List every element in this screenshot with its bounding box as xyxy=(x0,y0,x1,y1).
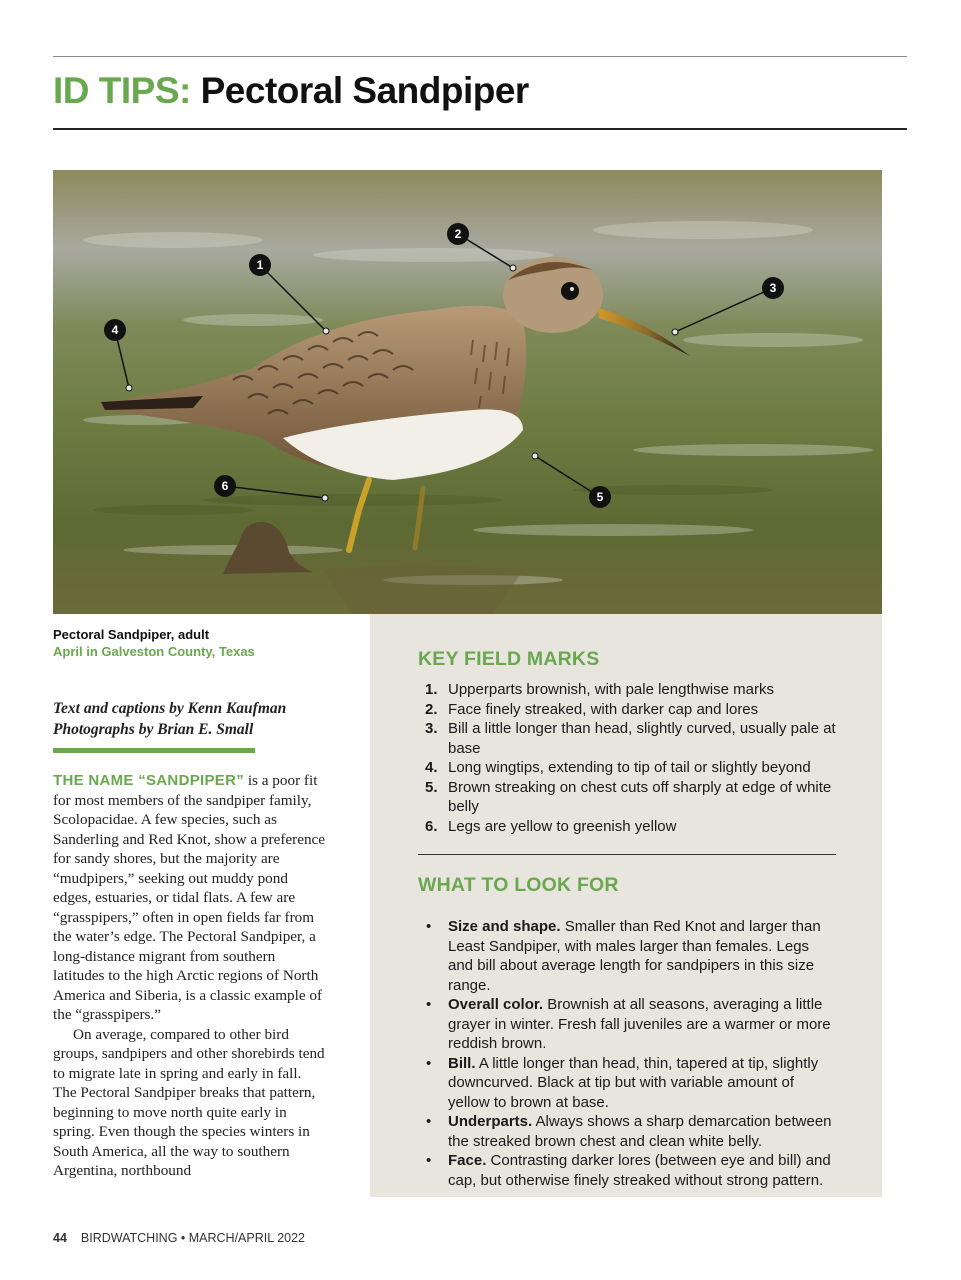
callout-3 xyxy=(762,277,784,299)
article-paragraph-2: On average, compared to other bird groups, sandpipers and other shorebirds tend to migrate late in spring and early in fall. The Pectoral Sandpiper breaks that pattern, beginning to move north quite early in spring. Even though the species winters in South America, all the way to southern Argentina, northbound xyxy=(53,1025,325,1179)
look-for-item: • Face. Contrasting darker lores (between eye and bill) and cap, but otherwise finely streaked without strong pattern. xyxy=(426,1152,831,1189)
bird-photo xyxy=(53,170,882,614)
svg-text:5: 5 xyxy=(596,490,604,504)
look-for-heading: WHAT TO LOOK FOR xyxy=(418,874,619,896)
look-for-list xyxy=(418,917,836,1190)
svg-text:1: 1 xyxy=(256,258,264,272)
caption-subject: Pectoral Sandpiper, adult xyxy=(53,627,210,642)
caption-location: April in Galveston County, Texas xyxy=(53,644,255,659)
field-marks-list xyxy=(418,680,836,836)
article-p1-text: is a poor fit for most members of the sandpiper family, Scolopacidae. A few species, such as Sanderling and Red Knot, show a preference for sandy shores, but the majority are “mudpipers,” seeking out muddy pond edges, estuaries, or tidal flats. A few are “grasspipers,” often in open fields far from the water’s edge. The Pectoral Sandpiper, a long-distance migrant from southern latitudes to the high Arctic regions of North America and Siberia, is a classic example of the “grasspipers.” xyxy=(53,772,326,1023)
id-sidebar xyxy=(370,614,882,1197)
credit-photos: Photographs by Brian E. Small xyxy=(53,721,254,738)
page-number: 44 xyxy=(53,1231,67,1245)
sidebar-rule xyxy=(418,854,836,855)
page-footer xyxy=(53,1231,305,1245)
field-marks-heading: KEY FIELD MARKS xyxy=(418,648,600,670)
svg-text:2: 2 xyxy=(454,227,462,241)
credit-text: Text and captions by Kenn Kaufman xyxy=(53,700,287,717)
svg-text:6: 6 xyxy=(221,479,229,493)
page-title xyxy=(53,70,529,112)
callout-6 xyxy=(214,475,236,497)
field-mark-item: 6. Legs are yellow to greenish yellow xyxy=(425,817,677,835)
svg-text:4: 4 xyxy=(111,323,119,337)
field-mark-item: 4. Long wingtips, extending to tip of tail or slightly beyond xyxy=(425,759,811,776)
callout-4 xyxy=(104,319,126,341)
field-mark-item: 3. Bill a little longer than head, slightly curved, usually pale at base xyxy=(425,720,836,757)
article-lede: THE NAME “SANDPIPER” xyxy=(53,772,245,789)
credits xyxy=(53,698,353,740)
title-rule xyxy=(53,128,907,130)
title-lead: ID TIPS: xyxy=(53,70,191,111)
callout-5 xyxy=(589,486,611,508)
bird-photo-illustration xyxy=(53,170,882,614)
field-mark-item: 5. Brown streaking on chest cuts off sharply at edge of white belly xyxy=(425,778,832,815)
article-body xyxy=(53,771,326,1181)
publication-info: BIRDWATCHING • MARCH/APRIL 2022 xyxy=(80,1231,305,1245)
look-for-item: • Size and shape. Smaller than Red Knot and larger than Least Sandpiper, with males larger than females. Legs and bill about average length for sandpipers in this size range. xyxy=(426,918,821,994)
photo-caption xyxy=(53,626,353,660)
look-for-item: • Underparts. Always shows a sharp demarcation between the streaked brown chest and clean white belly. xyxy=(426,1113,832,1150)
field-mark-item: 2. Face finely streaked, with darker cap and lores xyxy=(425,700,759,718)
title-bird-name: Pectoral Sandpiper xyxy=(200,70,529,111)
callout-2 xyxy=(447,223,469,245)
top-rule xyxy=(53,56,907,57)
article-paragraph-1 xyxy=(53,771,326,1025)
look-for-item: • Overall color. Brownish at all seasons, averaging a little grayer in winter. Fresh fall juveniles are a warmer or more reddish brown. xyxy=(426,996,831,1052)
field-mark-item: 1. Upperparts brownish, with pale lengthwise marks xyxy=(425,681,774,698)
divider-bar xyxy=(53,748,255,753)
svg-text:3: 3 xyxy=(769,281,777,295)
callout-1 xyxy=(249,254,271,276)
look-for-item: • Bill. A little longer than head, thin, tapered at tip, slightly downcurved. Black at tip but with variable amount of yellow to brown at base. xyxy=(426,1054,819,1111)
